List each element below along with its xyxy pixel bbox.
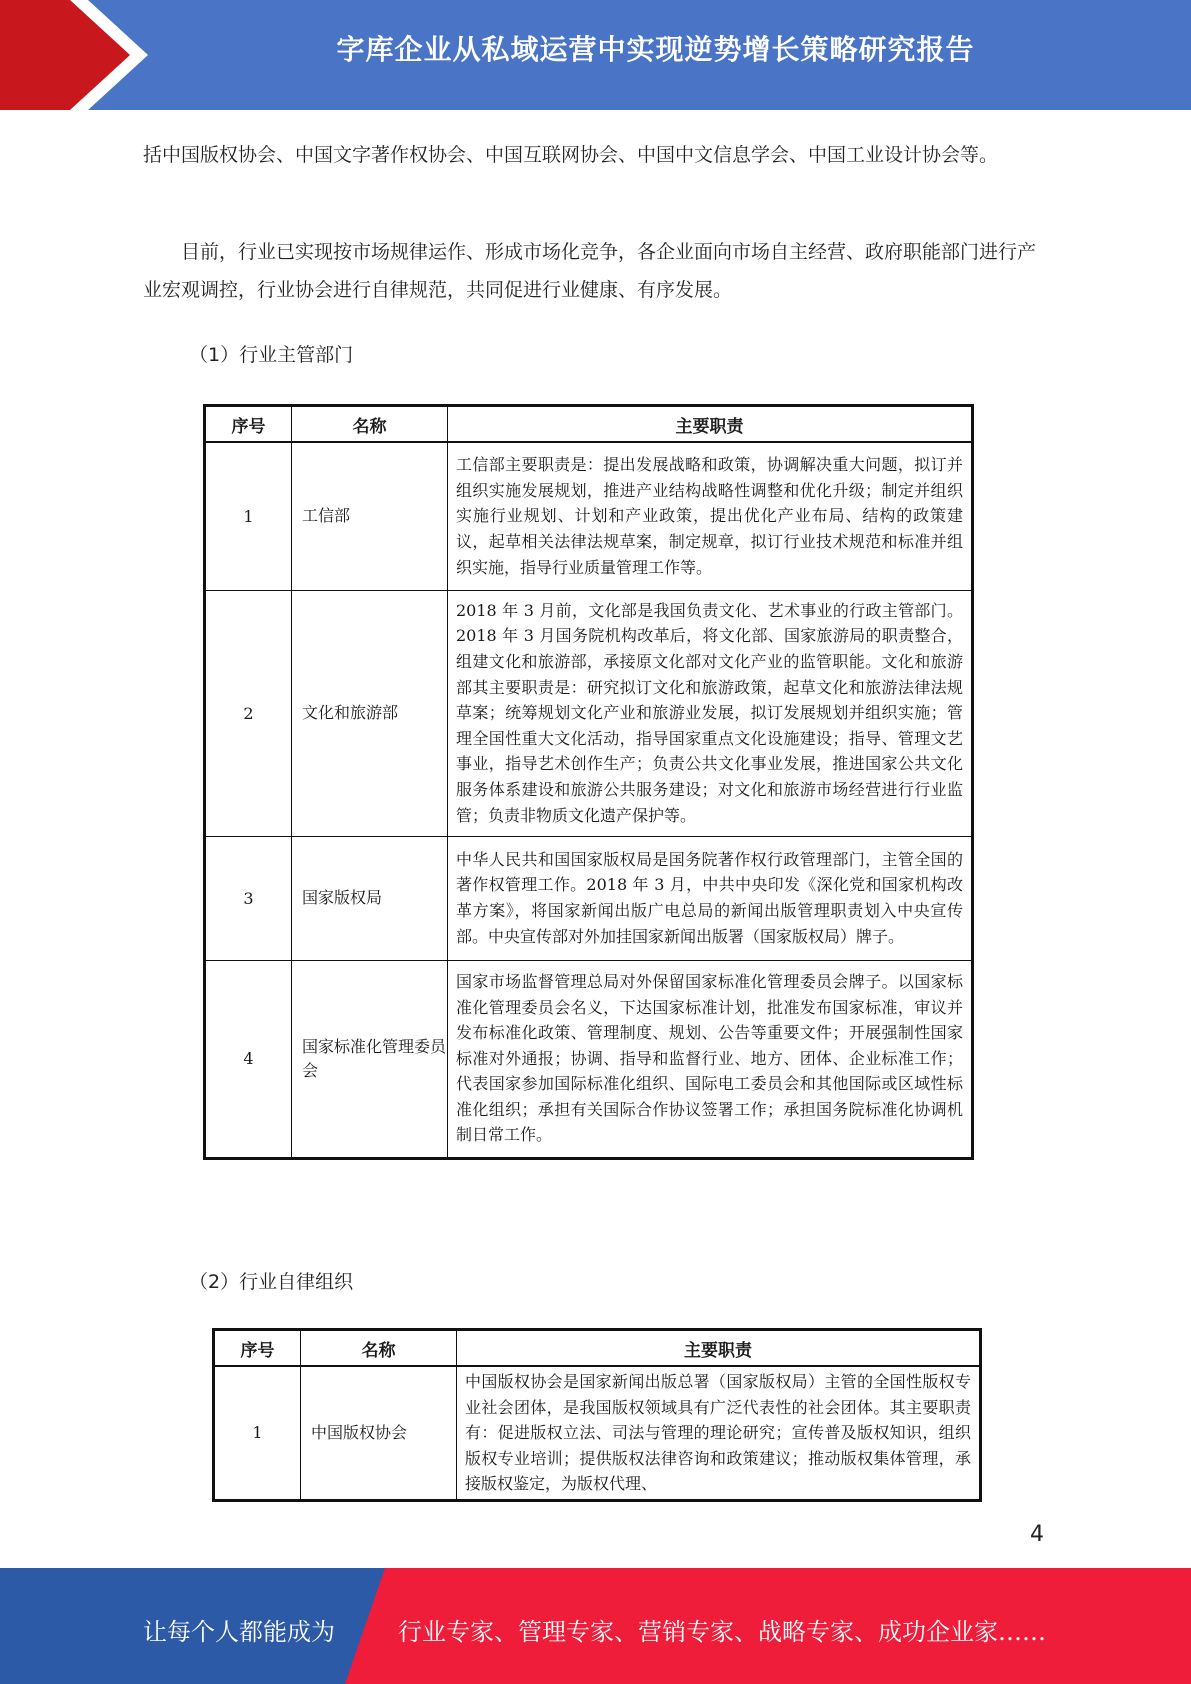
- page-number: 4: [1030, 1522, 1044, 1547]
- row-no: 2: [205, 590, 292, 836]
- column-header-duty: 主要职责: [457, 1330, 981, 1367]
- row-name: 文化和旅游部: [292, 590, 448, 836]
- paragraph-industry-status: 目前，行业已实现按市场规律运作、形成市场化竞争，各企业面向市场自主经营、政府职能部门进行产业宏观调控，行业协会进行自律规范，共同促进行业健康、有序发展。: [143, 241, 1037, 301]
- row-name: 工信部: [292, 442, 448, 590]
- paragraph-continuation: 括中国版权协会、中国文字著作权协会、中国互联网协会、中国中文信息学会、中国工业设计协会等。: [143, 144, 999, 166]
- section-heading-self-regulatory: （2）行业自律组织: [189, 1271, 354, 1293]
- row-no: 3: [205, 836, 292, 960]
- row-name: 国家标准化管理委员会: [292, 960, 448, 1158]
- page-footer: [0, 1568, 1191, 1684]
- authorities-table: [203, 404, 974, 1160]
- report-title: 字库企业从私域运营中实现逆势增长策略研究报告: [336, 33, 975, 66]
- page-header: [0, 0, 1191, 110]
- column-header-name: 名称: [292, 406, 448, 443]
- section-heading-authorities: （1）行业主管部门: [189, 344, 354, 366]
- footer-slogan-right: 行业专家、管理专家、营销专家、战略专家、成功企业家……: [398, 1618, 1046, 1646]
- table-row: [205, 960, 973, 1158]
- row-no: 1: [214, 1366, 301, 1500]
- row-duty: 工信部主要职责是：提出发展战略和政策，协调解决重大问题，拟订并组织实施发展规划，推进产业结构战略性调整和优化升级；制定并组织实施行业规划、计划和产业政策，提出优化产业布局、结构的政策建议，起草相关法律法规草案，制定规章，拟订行业技术规范和标准并组织实施，指导行业质量管理工作等。: [448, 442, 973, 590]
- column-header-no: 序号: [214, 1330, 301, 1367]
- column-header-name: 名称: [301, 1330, 457, 1367]
- row-name: 中国版权协会: [301, 1366, 457, 1500]
- row-duty: 国家市场监督管理总局对外保留国家标准化管理委员会牌子。以国家标准化管理委员会名义，下达国家标准计划，批准发布国家标准，审议并发布标准化政策、管理制度、规划、公告等重要文件；开展强制性国家标准对外通报；协调、指导和监督行业、地方、团体、企业标准工作；代表国家参加国际标准化组织、国际电工委员会和其他国际或区域性标准化组织；承担有关国际合作协议签署工作；承担国务院标准化协调机制日常工作。: [448, 960, 973, 1158]
- column-header-duty: 主要职责: [448, 406, 973, 443]
- table-header-row: [205, 406, 973, 443]
- row-no: 1: [205, 442, 292, 590]
- row-name: 国家版权局: [292, 836, 448, 960]
- column-header-no: 序号: [205, 406, 292, 443]
- table-row: [214, 1366, 981, 1500]
- self-regulatory-table: [212, 1328, 982, 1502]
- table-row: [205, 590, 973, 836]
- table-row: [205, 836, 973, 960]
- table-header-row: [214, 1330, 981, 1367]
- footer-slogan-left: 让每个人都能成为: [143, 1618, 335, 1646]
- row-duty: 2018 年 3 月前，文化部是我国负责文化、艺术事业的行政主管部门。2018 年 3 月国务院机构改革后，将文化部、国家旅游局的职责整合，组建文化和旅游部，承接原文化部对文化产业的监管职能。文化和旅游部其主要职责是：研究拟订文化和旅游政策，起草文化和旅游法律法规草案；统筹规划文化产业和旅游业发展，拟订发展规划并组织实施；管理全国性重大文化活动，指导国家重点文化设施建设；指导、管理文艺事业，指导艺术创作生产；负责公共文化事业发展，推进国家公共文化服务体系建设和旅游公共服务建设；对文化和旅游市场经营进行行业监管；负责非物质文化遗产保护等。: [448, 590, 973, 836]
- table-row: [205, 442, 973, 590]
- row-no: 4: [205, 960, 292, 1158]
- row-duty: 中国版权协会是国家新闻出版总署（国家版权局）主管的全国性版权专业社会团体，是我国版权领域具有广泛代表性的社会团体。其主要职责有：促进版权立法、司法与管理的理论研究；宣传普及版权知识，组织版权专业培训；提供版权法律咨询和政策建议；推动版权集体管理，承接版权鉴定，为版权代理、: [457, 1366, 981, 1500]
- row-duty: 中华人民共和国国家版权局是国务院著作权行政管理部门，主管全国的著作权管理工作。2018 年 3 月，中共中央印发《深化党和国家机构改革方案》，将国家新闻出版广电总局的新闻出版管理职责划入中央宣传部。中央宣传部对外加挂国家新闻出版署（国家版权局）牌子。: [448, 836, 973, 960]
